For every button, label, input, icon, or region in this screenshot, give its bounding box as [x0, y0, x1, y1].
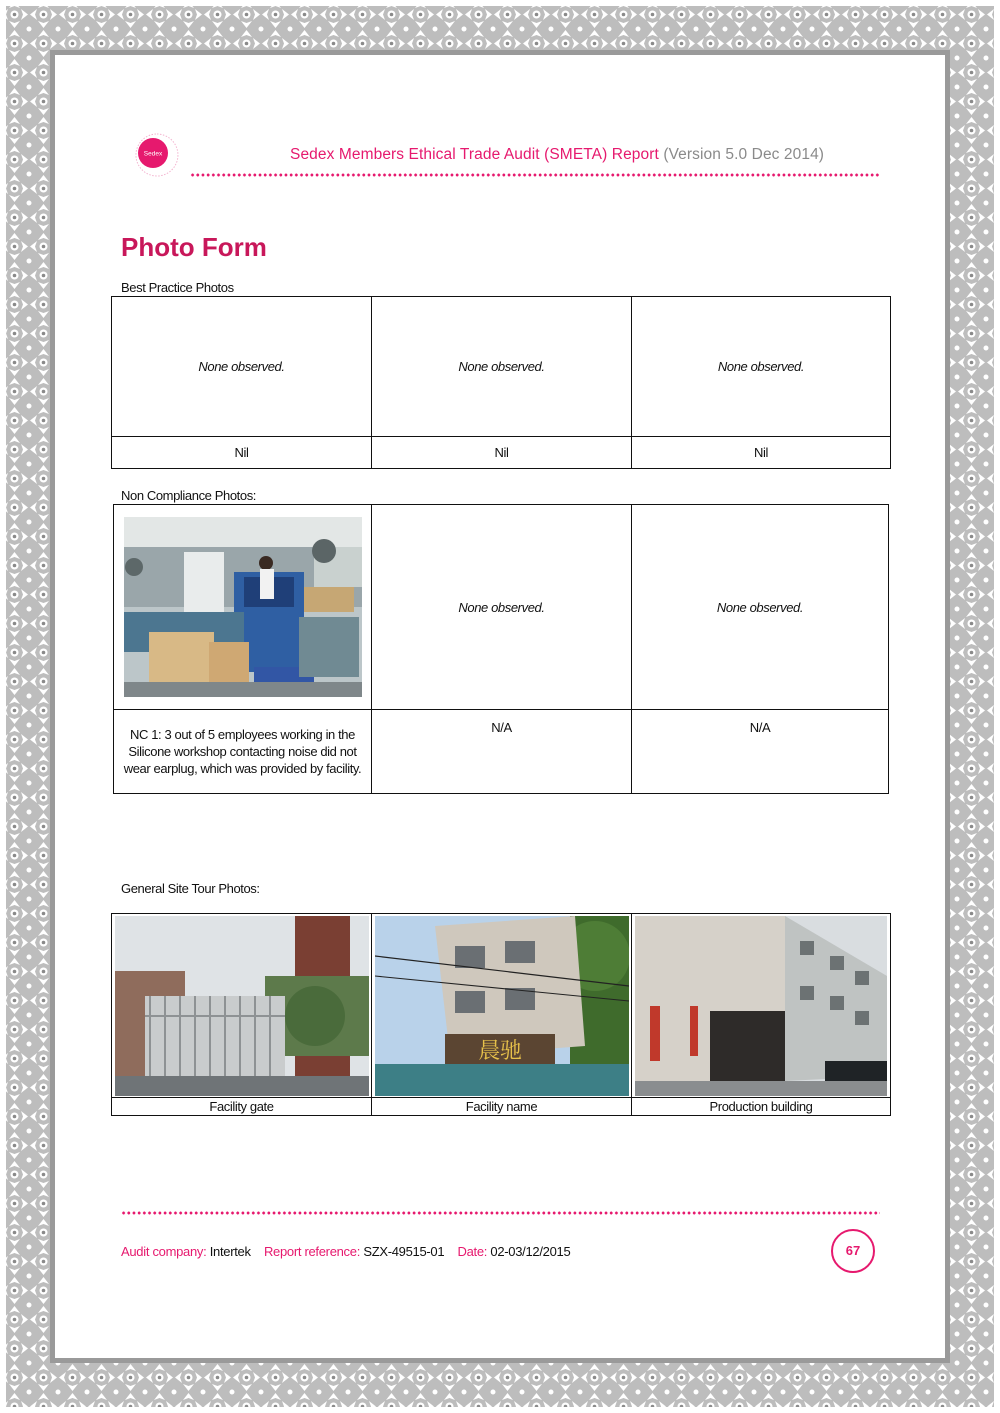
best-practice-cell: None observed. [112, 297, 372, 437]
site-photo-caption: Facility gate [112, 1098, 372, 1116]
best-practice-label: Best Practice Photos [121, 280, 234, 295]
non-compliance-caption: NC 1: 3 out of 5 employees working in the Silicone workshop contacting noise did not wear earplug, which was provided by facility. [114, 710, 372, 794]
best-practice-caption: Nil [632, 437, 891, 469]
header-title-version: (Version 5.0 Dec 2014) [663, 146, 825, 163]
site-photo-cell [632, 914, 891, 1098]
header-title-main: Sedex Members Ethical Trade Audit (SMETA) Report [290, 146, 659, 163]
best-practice-caption: Nil [372, 437, 632, 469]
footer-info [121, 1244, 570, 1259]
report-header-title [290, 146, 880, 164]
logo-text: Sedex [143, 150, 163, 158]
footer-dotted-rule [121, 1211, 880, 1215]
date-label: Date: [457, 1244, 488, 1259]
page-number-badge: 67 [831, 1229, 875, 1273]
site-tour-table [111, 913, 891, 1116]
best-practice-table [111, 296, 891, 469]
sedex-logo [132, 130, 182, 180]
site-photo-cell [112, 914, 372, 1098]
report-reference-label: Report reference: [263, 1244, 361, 1259]
audit-company-label: Audit company: [121, 1244, 207, 1259]
best-practice-cell: None observed. [372, 297, 632, 437]
non-compliance-cell: None observed. [372, 505, 632, 710]
production-building-photo [635, 916, 887, 1096]
site-tour-label: General Site Tour Photos: [121, 881, 260, 896]
workshop-photo [124, 517, 362, 697]
non-compliance-caption: N/A [632, 710, 889, 794]
site-photo-caption: Facility name [372, 1098, 632, 1116]
page-title: Photo Form [121, 232, 267, 262]
non-compliance-cell: None observed. [632, 505, 889, 710]
facility-name-photo [375, 916, 629, 1096]
non-compliance-label: Non Compliance Photos: [121, 488, 256, 503]
facility-sign-text: 晨驰 [477, 1038, 522, 1064]
facility-gate-photo [115, 916, 369, 1096]
date-value: 02-03/12/2015 [490, 1244, 571, 1259]
report-reference-value: SZX-49515-01 [363, 1244, 445, 1259]
non-compliance-photo-cell [114, 505, 372, 710]
site-photo-caption: Production building [632, 1098, 891, 1116]
best-practice-caption: Nil [112, 437, 372, 469]
site-photo-cell [372, 914, 632, 1098]
best-practice-cell: None observed. [632, 297, 891, 437]
non-compliance-caption: N/A [372, 710, 632, 794]
non-compliance-table [113, 504, 889, 794]
audit-company-value: Intertek [209, 1244, 251, 1259]
header-dotted-rule [190, 173, 880, 177]
